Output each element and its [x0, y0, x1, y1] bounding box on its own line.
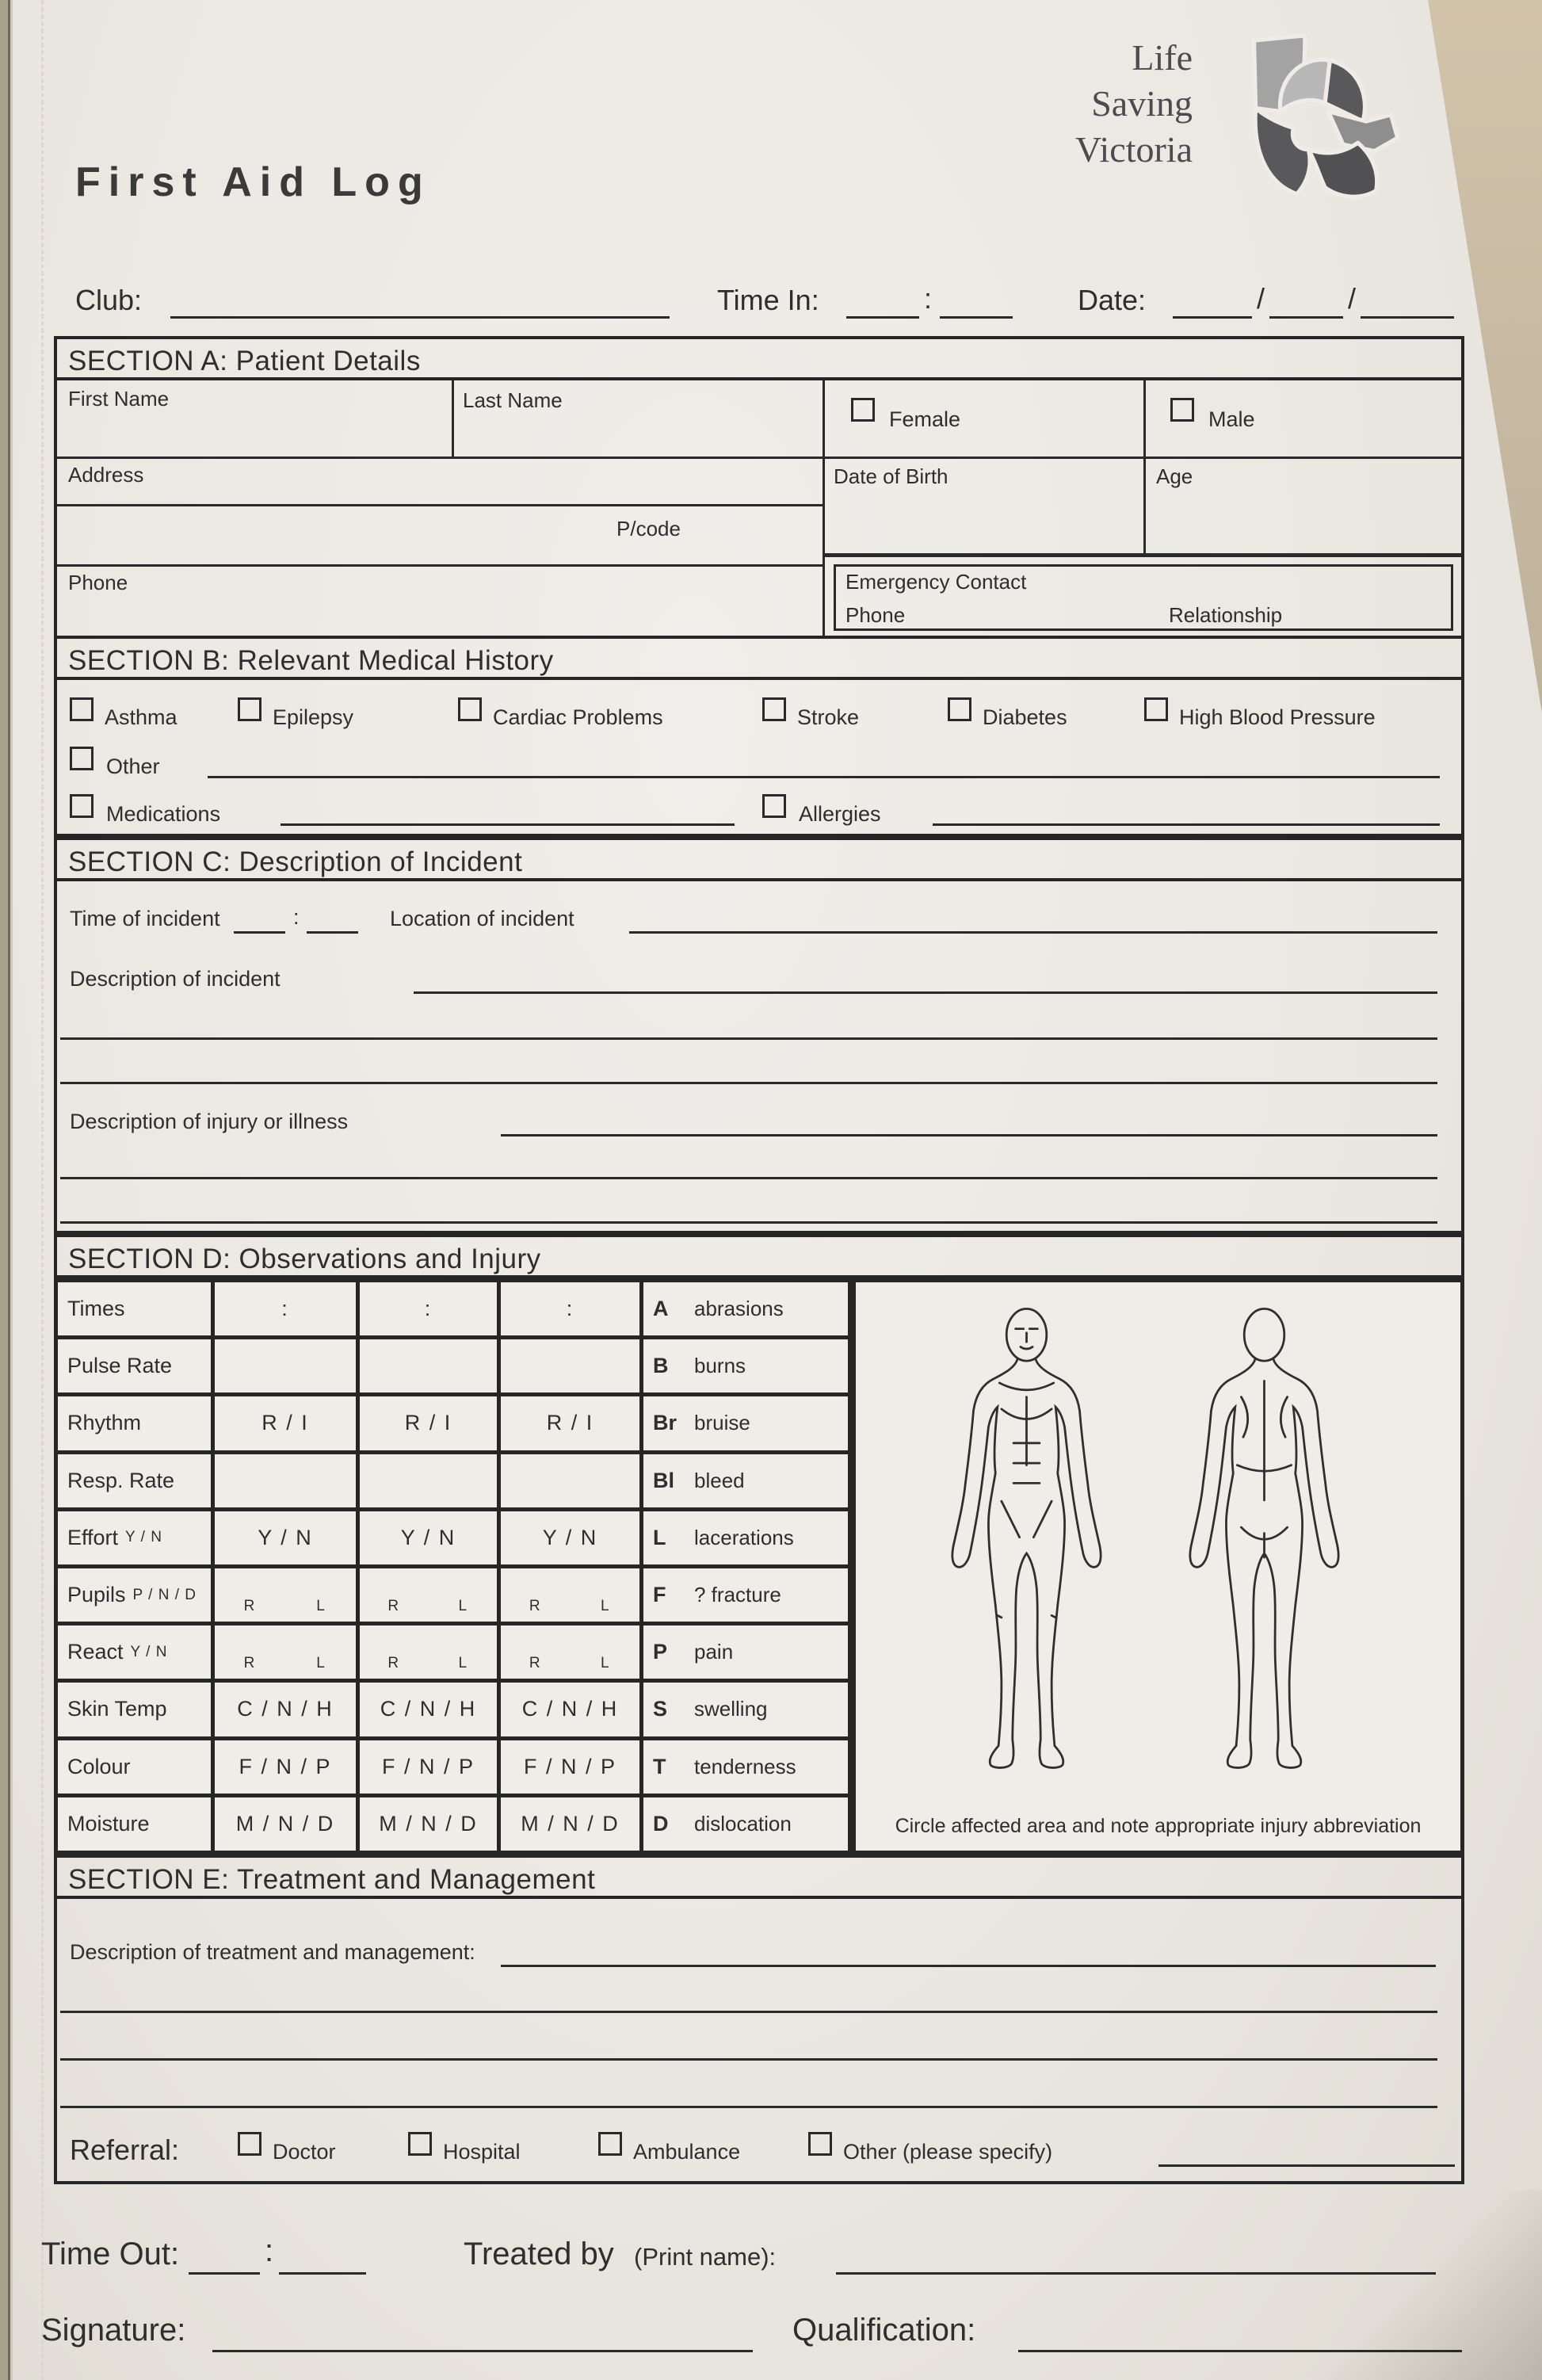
male-label: Male — [1208, 407, 1255, 431]
obs-cell-pulse-rate-col2[interactable] — [360, 1339, 497, 1392]
time-out-minute-field[interactable] — [279, 2271, 366, 2275]
medications-checkbox[interactable] — [70, 794, 94, 818]
incident-time-colon: : — [293, 905, 300, 929]
obs-cell-pupils-col3[interactable]: R L — [501, 1568, 639, 1622]
female-checkbox[interactable] — [851, 398, 875, 422]
obs-cell-times-col3[interactable]: : — [501, 1282, 639, 1335]
obs-row-label-pupils: Pupils P / N / D — [58, 1568, 211, 1622]
logo-line-2: Saving — [1091, 83, 1193, 124]
condition-checkbox-asthma[interactable] — [70, 697, 94, 721]
obs-cell-rhythm-col3[interactable]: R / I — [501, 1396, 639, 1450]
condition-label: Epilepsy — [273, 705, 354, 729]
obs-cell-skin-temp-col1[interactable]: C / N / H — [215, 1683, 356, 1736]
obs-row-label-moisture: Moisture — [58, 1797, 211, 1851]
signature-label: Signature: — [41, 2313, 186, 2348]
age-label: Age — [1156, 464, 1193, 488]
allergies-field[interactable] — [933, 823, 1440, 826]
time-in-colon: : — [924, 282, 933, 315]
condition-label: Stroke — [797, 705, 860, 729]
logo-line-3: Victoria — [1075, 129, 1193, 170]
obs-row-label-rhythm: Rhythm — [58, 1396, 211, 1450]
condition-checkbox-high-blood-pressure[interactable] — [1144, 697, 1168, 721]
allergies-checkbox[interactable] — [762, 794, 786, 818]
emergency-contact-box — [834, 564, 1453, 631]
date-slash-2: / — [1348, 282, 1357, 315]
other-label: Other — [106, 754, 160, 778]
section-b-box — [54, 677, 1464, 837]
section-e-header: SECTION E: Treatment and Management — [54, 1855, 1464, 1899]
condition-label: Diabetes — [983, 705, 1067, 729]
obs-cell-colour-col3[interactable]: F / N / P — [501, 1740, 639, 1794]
obs-cell-resp-rate-col2[interactable] — [360, 1454, 497, 1507]
obs-cell-rhythm-col1[interactable]: R / I — [215, 1396, 356, 1450]
signature-field[interactable] — [212, 2349, 753, 2352]
obs-cell-react-col3[interactable]: R L — [501, 1626, 639, 1679]
relationship-label: Relationship — [1169, 603, 1283, 627]
condition-checkbox-epilepsy[interactable] — [238, 697, 261, 721]
treated-by-label: Treated by — [464, 2237, 614, 2271]
injury-abbreviation-f: F ? fracture — [643, 1568, 848, 1622]
time-out-label: Time Out: — [41, 2237, 180, 2271]
obs-cell-effort-col1[interactable]: Y / N — [215, 1511, 356, 1564]
medications-field[interactable] — [281, 823, 735, 826]
injury-abbreviation-t: T tenderness — [643, 1740, 848, 1794]
condition-label: Cardiac Problems — [493, 705, 663, 729]
perforation-line — [41, 0, 44, 2380]
obs-cell-pulse-rate-col1[interactable] — [215, 1339, 356, 1392]
emergency-contact-label: Emergency Contact — [845, 570, 1027, 594]
section-e-box — [54, 1896, 1464, 2184]
treatment-description-label: Description of treatment and management: — [70, 1940, 475, 1964]
date-slash-1: / — [1257, 282, 1265, 315]
club-field[interactable] — [170, 315, 670, 319]
injury-line-3[interactable] — [60, 1221, 1437, 1224]
body-diagram-panel[interactable] — [852, 1278, 1464, 1855]
male-checkbox[interactable] — [1170, 398, 1194, 422]
obs-cell-react-col1[interactable]: R L — [215, 1626, 356, 1679]
club-label: Club: — [75, 284, 143, 316]
referral-checkbox-ambulance[interactable] — [598, 2132, 622, 2156]
location-field[interactable] — [629, 930, 1437, 934]
time-in-minute-field[interactable] — [940, 315, 1013, 319]
obs-cell-pupils-col1[interactable]: R L — [215, 1568, 356, 1622]
referral-checkbox-other[interactable] — [808, 2132, 832, 2156]
treatment-line-3[interactable] — [60, 2057, 1437, 2061]
obs-row-label-skin-temp: Skin Temp — [58, 1683, 211, 1736]
qualification-label: Qualification: — [792, 2313, 976, 2348]
obs-row-label-resp-rate: Resp. Rate — [58, 1454, 211, 1507]
obs-cell-times-col2[interactable]: : — [360, 1282, 497, 1335]
obs-cell-times-col1[interactable]: : — [215, 1282, 356, 1335]
print-name-label: (Print name): — [634, 2243, 777, 2271]
ec-phone-label: Phone — [845, 603, 906, 627]
other-checkbox[interactable] — [70, 747, 94, 770]
treatment-line-4[interactable] — [60, 2105, 1437, 2108]
referral-label: Referral: — [70, 2134, 180, 2166]
pcode-label: P/code — [616, 517, 681, 541]
dob-label: Date of Birth — [834, 464, 948, 488]
obs-cell-effort-col2[interactable]: Y / N — [360, 1511, 497, 1564]
other-field[interactable] — [208, 775, 1440, 778]
obs-cell-skin-temp-col3[interactable]: C / N / H — [501, 1683, 639, 1736]
page-title: First Aid Log — [75, 159, 431, 205]
incident-time-minute-field[interactable] — [307, 930, 358, 934]
logo-wordmark — [911, 35, 1193, 173]
injury-abbreviation-l: L lacerations — [643, 1511, 848, 1564]
obs-cell-moisture-col1[interactable]: M / N / D — [215, 1797, 356, 1851]
description-line-1[interactable] — [414, 991, 1437, 994]
referral-option-label: Ambulance — [633, 2140, 741, 2164]
description-line-2[interactable] — [60, 1037, 1437, 1040]
date-month-field[interactable] — [1269, 315, 1343, 319]
date-label: Date: — [1078, 284, 1147, 316]
first-name-label: First Name — [68, 387, 170, 411]
treatment-line-2[interactable] — [60, 2010, 1437, 2013]
obs-cell-resp-rate-col3[interactable] — [501, 1454, 639, 1507]
section-d-header: SECTION D: Observations and Injury — [54, 1234, 1464, 1278]
section-c-box — [54, 878, 1464, 1234]
treated-by-field[interactable] — [836, 2271, 1436, 2275]
injury-abbreviation-p: P pain — [643, 1626, 848, 1679]
condition-checkbox-cardiac-problems[interactable] — [458, 697, 482, 721]
obs-row-label-colour: Colour — [58, 1740, 211, 1794]
time-of-incident-label: Time of incident — [70, 907, 220, 930]
obs-cell-rhythm-col2[interactable]: R / I — [360, 1396, 497, 1450]
obs-row-label-effort: Effort Y / N — [58, 1511, 211, 1564]
life-saving-victoria-logo-icon — [1204, 32, 1403, 210]
last-name-label: Last Name — [463, 388, 563, 412]
referral-checkbox-hospital[interactable] — [408, 2132, 432, 2156]
description-of-incident-label: Description of incident — [70, 967, 281, 991]
allergies-label: Allergies — [799, 802, 881, 826]
time-out-hour-field[interactable] — [189, 2271, 260, 2275]
injury-abbreviation-br: Br bruise — [643, 1396, 848, 1450]
condition-label: Asthma — [105, 705, 177, 729]
injury-abbreviation-s: S swelling — [643, 1683, 848, 1736]
body-front-figure — [941, 1305, 1112, 1776]
injury-line-2[interactable] — [60, 1176, 1437, 1179]
date-day-field[interactable] — [1173, 315, 1252, 319]
obs-cell-pulse-rate-col3[interactable] — [501, 1339, 639, 1392]
obs-cell-react-col2[interactable]: R L — [360, 1626, 497, 1679]
injury-abbreviation-a: A abrasions — [643, 1282, 848, 1335]
observations-table — [54, 1278, 852, 1855]
referral-other-field[interactable] — [1158, 2164, 1455, 2167]
female-label: Female — [889, 407, 961, 431]
obs-cell-resp-rate-col1[interactable] — [215, 1454, 356, 1507]
injury-abbreviation-b: B burns — [643, 1339, 848, 1392]
condition-label: High Blood Pressure — [1179, 705, 1376, 729]
injury-line-1[interactable] — [501, 1133, 1437, 1137]
obs-cell-colour-col1[interactable]: F / N / P — [215, 1740, 356, 1794]
medications-label: Medications — [106, 802, 221, 826]
description-line-3[interactable] — [60, 1081, 1437, 1084]
phone-label: Phone — [68, 571, 128, 594]
time-in-hour-field[interactable] — [846, 315, 919, 319]
description-of-injury-label: Description of injury or illness — [70, 1110, 349, 1133]
time-in-label: Time In: — [717, 284, 819, 316]
obs-cell-effort-col3[interactable]: Y / N — [501, 1511, 639, 1564]
body-back-figure — [1179, 1305, 1349, 1776]
qualification-field[interactable] — [1018, 2349, 1462, 2352]
obs-row-label-react: React Y / N — [58, 1626, 211, 1679]
injury-abbreviation-d: D dislocation — [643, 1797, 848, 1851]
section-a-header: SECTION A: Patient Details — [54, 336, 1464, 380]
referral-option-label: Other (please specify) — [843, 2140, 1053, 2164]
date-year-field[interactable] — [1361, 315, 1454, 319]
condition-checkbox-diabetes[interactable] — [948, 697, 971, 721]
obs-cell-moisture-col2[interactable]: M / N / D — [360, 1797, 497, 1851]
section-c-header: SECTION C: Description of Incident — [54, 837, 1464, 881]
injury-abbreviation-bl: Bl bleed — [643, 1454, 848, 1507]
condition-checkbox-stroke[interactable] — [762, 697, 786, 721]
referral-option-label: Doctor — [273, 2140, 336, 2164]
obs-row-label-pulse-rate: Pulse Rate — [58, 1339, 211, 1392]
diagram-caption: Circle affected area and note appropriate injury abbreviation — [895, 1815, 1422, 1837]
obs-row-label-times: Times — [58, 1282, 211, 1335]
obs-cell-skin-temp-col2[interactable]: C / N / H — [360, 1683, 497, 1736]
location-of-incident-label: Location of incident — [390, 907, 574, 930]
referral-option-label: Hospital — [443, 2140, 521, 2164]
referral-checkbox-doctor[interactable] — [238, 2132, 261, 2156]
obs-cell-colour-col2[interactable]: F / N / P — [360, 1740, 497, 1794]
page-left-edge — [0, 0, 13, 2380]
time-out-colon: : — [265, 2233, 274, 2268]
logo-line-1: Life — [1132, 37, 1193, 78]
obs-cell-pupils-col2[interactable]: R L — [360, 1568, 497, 1622]
address-label: Address — [68, 463, 144, 487]
treatment-line-1[interactable] — [501, 1964, 1436, 1967]
incident-time-hour-field[interactable] — [234, 930, 285, 934]
obs-cell-moisture-col3[interactable]: M / N / D — [501, 1797, 639, 1851]
section-a-box — [54, 377, 1464, 639]
section-b-header: SECTION B: Relevant Medical History — [54, 636, 1464, 680]
